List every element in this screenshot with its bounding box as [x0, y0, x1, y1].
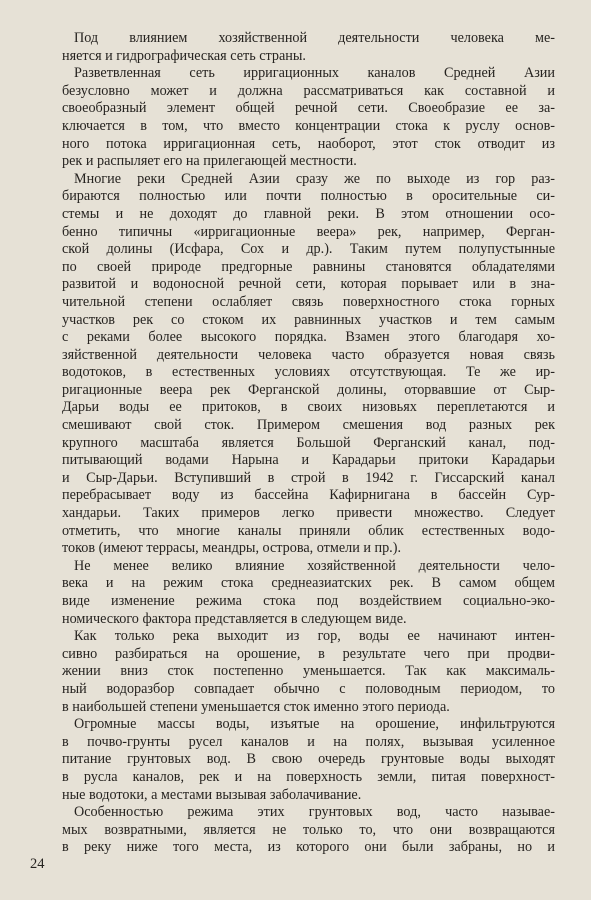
paragraph: [62, 65, 555, 171]
text-line: в почво-грунты русел каналов и на полях, вызывая усиленное: [62, 733, 555, 750]
text-line: крупного масштаба является Большой Ферганский канал, под-: [62, 434, 555, 451]
text-line: Особенностью режима этих грунтовых вод, часто называе-: [74, 804, 555, 821]
text-line: смешивают свой сток. Примером смешения вод разных рек: [62, 417, 555, 434]
text-line: водотоков, в естественных условиях отсутствующая. Те же ир-: [62, 364, 555, 381]
paragraph: [62, 716, 555, 804]
text-line: Разветвленная сеть ирригационных каналов Средней Азии: [74, 65, 555, 82]
text-line: века и на режим стока среднеазиатских рек. В самом общем: [62, 575, 555, 592]
text-line: питание грунтовых вод. В свою очередь грунтовые воды выходят: [62, 751, 555, 768]
text-line: токов (имеют террасы, меандры, острова, отмели и пр.).: [62, 540, 402, 557]
text-line: няется и гидрографическая сеть страны.: [62, 47, 306, 64]
text-line: рек и распыляет его на прилегающей местности.: [62, 153, 357, 170]
text-line: ключается в том, что вместо концентрации стока к руслу основ-: [62, 117, 555, 134]
text-line: ской долины (Исфара, Сох и др.). Таким путем полупустынные: [62, 241, 555, 258]
text-line: своеобразный элемент общей речной сети. Своеобразие ее за-: [62, 100, 555, 117]
text-line: Как только река выходит из гор, воды ее начинают интен-: [74, 628, 555, 645]
text-line: Не менее велико влияние хозяйственной деятельности чело-: [74, 557, 555, 574]
text-line: чительной степени ослабляет связь поверхностного стока горных: [62, 293, 555, 310]
text-line: в наибольшей степени уменьшается сток именно этого периода.: [62, 698, 450, 715]
paragraph: [62, 30, 555, 65]
text-line: виде изменение режима стока под воздействием социально-эко-: [62, 593, 555, 609]
text-line: Огромные массы воды, изъятые на орошение, инфильтруются: [74, 716, 555, 733]
paragraph: [62, 628, 555, 716]
page-number: 24: [30, 856, 45, 872]
text-line: бираются полностью или почти полностью в оросительные си-: [62, 188, 555, 205]
text-line: в русла каналов, рек и на поверхность земли, питая поверхност-: [62, 768, 555, 785]
text-line: сивно разбираться на орошение, в результате чего при продви-: [62, 645, 555, 662]
paragraph: [62, 171, 555, 558]
text-line: ного потока ирригационная сеть, наоборот, этот сток отводит из: [62, 135, 555, 152]
text-line: перебрасывает воду из бассейна Кафирнигана в бассейн Сур-: [62, 487, 555, 504]
paragraph: [62, 804, 555, 857]
paragraph: [62, 558, 555, 628]
text-line: в реку ниже того места, из которого они были забраны, но и: [62, 839, 555, 856]
text-line: безусловно может и должна рассматриваться как составной и: [62, 82, 555, 99]
text-line: и Сыр-Дарьи. Вступивший в строй в 1942 г. Гиссарский канал: [62, 469, 555, 486]
text-line: Многие реки Средней Азии сразу же по выходе из гор раз-: [74, 170, 555, 187]
text-line: жении вниз сток постепенно уменьшается. Так как максималь-: [62, 663, 555, 680]
text-line: ригационные веера рек Ферганской долины, оторвавшие от Сыр-: [62, 381, 555, 398]
text-line: Дарьи воды ее притоков, в своих низовьях переплетаются и: [62, 399, 555, 416]
text-line: развитой и водоносной речной сети, которая порывает или в зна-: [62, 276, 555, 293]
text-line: ные водотоки, а местами вызывая заболачивание.: [62, 786, 362, 803]
page-body-text: [62, 30, 555, 857]
text-line: стемы и не доходят до главной реки. В этом отношении осо-: [62, 205, 555, 222]
text-line: участков рек со стоком их равнинных участков и тем самым: [62, 311, 555, 328]
text-line: Под влиянием хозяйственной деятельности человека ме-: [74, 30, 555, 46]
text-line: мых возвратными, является не только то, что они возвращаются: [62, 821, 555, 838]
text-line: бенно типичны «ирригационные веера» рек, например, Ферган-: [62, 223, 555, 240]
text-line: номического фактора представляется в следующем виде.: [62, 610, 407, 627]
text-line: ный водоразбор совпадает обычно с половодным периодом, то: [62, 680, 555, 697]
text-line: отметить, что многие каналы приняли облик естественных водо-: [62, 522, 555, 539]
text-line: зяйственной деятельности человека часто образуется новая связь: [62, 346, 555, 363]
text-line: с реками более высокого порядка. Взамен этого благодаря хо-: [62, 329, 555, 346]
text-line: по своей природе предгорные равнины становятся обладателями: [62, 258, 555, 275]
text-line: хандарьи. Таких примеров легко привести множество. Следует: [62, 505, 555, 522]
text-line: питывающий водами Нарына и Карадарьи притоки Карадарьи: [62, 452, 555, 469]
